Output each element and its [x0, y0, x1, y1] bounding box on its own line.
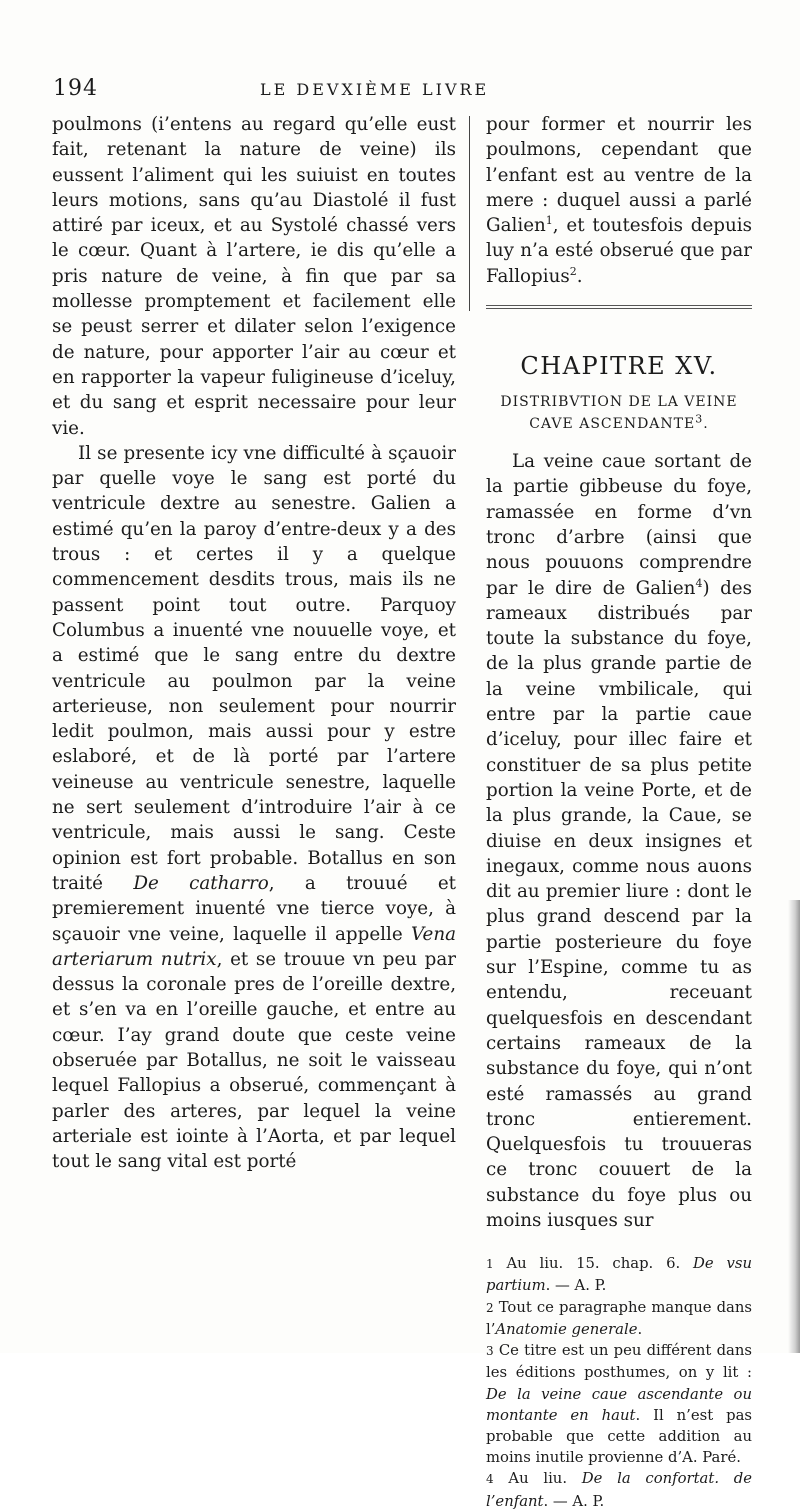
subtitle-end: . [703, 416, 709, 433]
text-run: . [637, 1320, 643, 1338]
running-head: LE DEVXIÈME LIVRE [260, 80, 490, 99]
text-run: Tout ce paragraphe manque dans l’ [486, 1298, 752, 1338]
text-run: Ce titre est un peu différent dans les éditions posthumes, on y lit : [486, 1342, 752, 1382]
footnote-number: 3 [486, 1344, 494, 1359]
footnote-1 [486, 1253, 752, 1296]
text-run: , a trouué et premierement inuenté vne tierce voye, à sçauoir vne veine, laquelle il appelle [52, 872, 456, 945]
paragraph-difficulte [52, 441, 456, 1175]
text-run: pour former et nourrir les poulmons, cependant que l’enfant est au ventre de la mere : duquel aussi a parlé Galien [486, 114, 752, 237]
right-column [486, 112, 752, 1512]
page-header [50, 76, 750, 106]
footnote-3 [486, 1340, 752, 1468]
footnote-number: 2 [486, 1300, 494, 1315]
text-run: , et toutesfois depuis luy n’a esté obserué que par Fallopius [486, 215, 752, 287]
left-column [52, 112, 456, 1174]
footnote-ref: 3 [695, 412, 704, 426]
paragraph-poulmons: poulmons (i’entens au regard qu’elle eust fait, retenant la nature de veine) ils eussent l’aliment qui les suiuist en toutes leurs motions, sans qu’au Diastolé il fust attiré par iceux, et au Systolé chassé vers le cœur. Quant à l’artere, ie dis qu’elle a pris nature de veine, à fin que par sa mollesse promptement et facilement elle se peust serrer et dilater selon l’exigence de nature, pour apporter l’air au cœur et en rapporter la vapeur fuligineuse d’iceluy, et du sang et esprit necessaire pour leur vie. [52, 114, 456, 439]
text-run: . — A. P. [545, 1277, 607, 1295]
text-run: ) des rameaux distribués par toute la substance du foye, de la plus grande partie de la veine vmbilicale, qui entre par la partie caue d’iceluy, pour illec faire et constituer de sa plus petite portion la veine Porte, et de la plus grande, la Caue, se diuise en deux insignes et inegaux, comme nous auons dit au premier liure : dont le plus grand descend par la partie posterieure du foye sur l’Espine, comme tu as entendu, receuant quelquesfois en descendant certains rameaux de la substance du foye, qui n’ont esté ramassés au grand tronc entierement. Quelquesfois tu trouueras ce tronc couuert de la substance du foye plus ou moins iusques sur [486, 577, 752, 1231]
footnote-ref: 2 [569, 264, 577, 278]
text-run: , et se trouue vn peu par dessus la coronale pres de l’oreille dextre, et s’en va en l’oreille gauche, et entre au cœur. I’ay grand doute que ceste veine obseruée par Botallus, ne soit le vaisseau lequel Fallopius a obserué, commençant à parler des arteres, par lequel la veine arteriale est iointe à l’Aorta, et par lequel tout le sang vital est porté [52, 948, 456, 1173]
paragraph-continuation [486, 112, 752, 289]
footnote-2 [486, 1297, 752, 1340]
text-run: . [576, 265, 583, 287]
subtitle-text: DISTRIBVTION DE LA VEINE CAVE ASCENDANTE [500, 394, 738, 433]
text-run: Au liu. 15. chap. 6. [493, 1255, 694, 1273]
italic-text: De vsu partium [486, 1255, 752, 1295]
text-run: . Il n’est pas probable que cette addition au moins inutile provienne d’A. Paré. [486, 1406, 752, 1467]
column-divider [469, 116, 470, 311]
italic-text: Anatomie generale [495, 1320, 638, 1338]
chapter-subtitle [492, 391, 746, 435]
text-run: La veine caue sortant de la partie gibbeuse du foye, ramassée en forme d’vn tronc d’arbre (ainsi que nous pouuons comprendre par le dire de Galien [486, 451, 752, 599]
footnote-number: 4 [486, 1472, 494, 1487]
paragraph-veine-caue [486, 449, 752, 1233]
text-run: . — A. P. [543, 1492, 605, 1510]
text-run: Au liu. [493, 1470, 582, 1488]
page-edge-shadow [788, 900, 800, 1353]
chapter-title: CHAPITRE XV. [520, 352, 718, 381]
page-number: 194 [53, 76, 98, 101]
footnote-ref: 1 [545, 214, 553, 228]
italic-title-de-catharro: De catharro [133, 872, 269, 894]
italic-text: De la confortat. de l’enfant [486, 1470, 752, 1510]
italic-text: De la veine caue ascendante ou montante en haut [486, 1385, 752, 1424]
footnotes [486, 1253, 752, 1511]
italic-term-vena-arteriarum: Vena arteriarum nutrix [52, 923, 456, 970]
text-run: Il se presente icy vne difficulté à sçauoir par quelle voye le sang est porté du ventricule dextre au senestre. Galien a estimé qu’en la paroy d’entre-deux y a des trous : et certes il y a quelque commencement desdits trous, mais ils ne passent point tout outre. Parquoy Columbus a inuenté vne nouuelle voye, et a estimé que le sang entre du dextre ventricule au poulmon par la veine arterieuse, non seulement pour nourrir ledit poulmon, mais aussi pour y estre eslaboré, et de là porté par l’artere veineuse au ventricule senestre, laquelle ne sert seulement d’introduire l’air à ce ventricule, mais aussi le sang. Ceste opinion est fort probable. Botallus en son traité [52, 442, 456, 894]
footnote-number: 1 [486, 1257, 494, 1272]
footnote-ref: 4 [695, 576, 703, 590]
footnote-4 [486, 1468, 752, 1511]
chapter-rule [486, 305, 752, 309]
